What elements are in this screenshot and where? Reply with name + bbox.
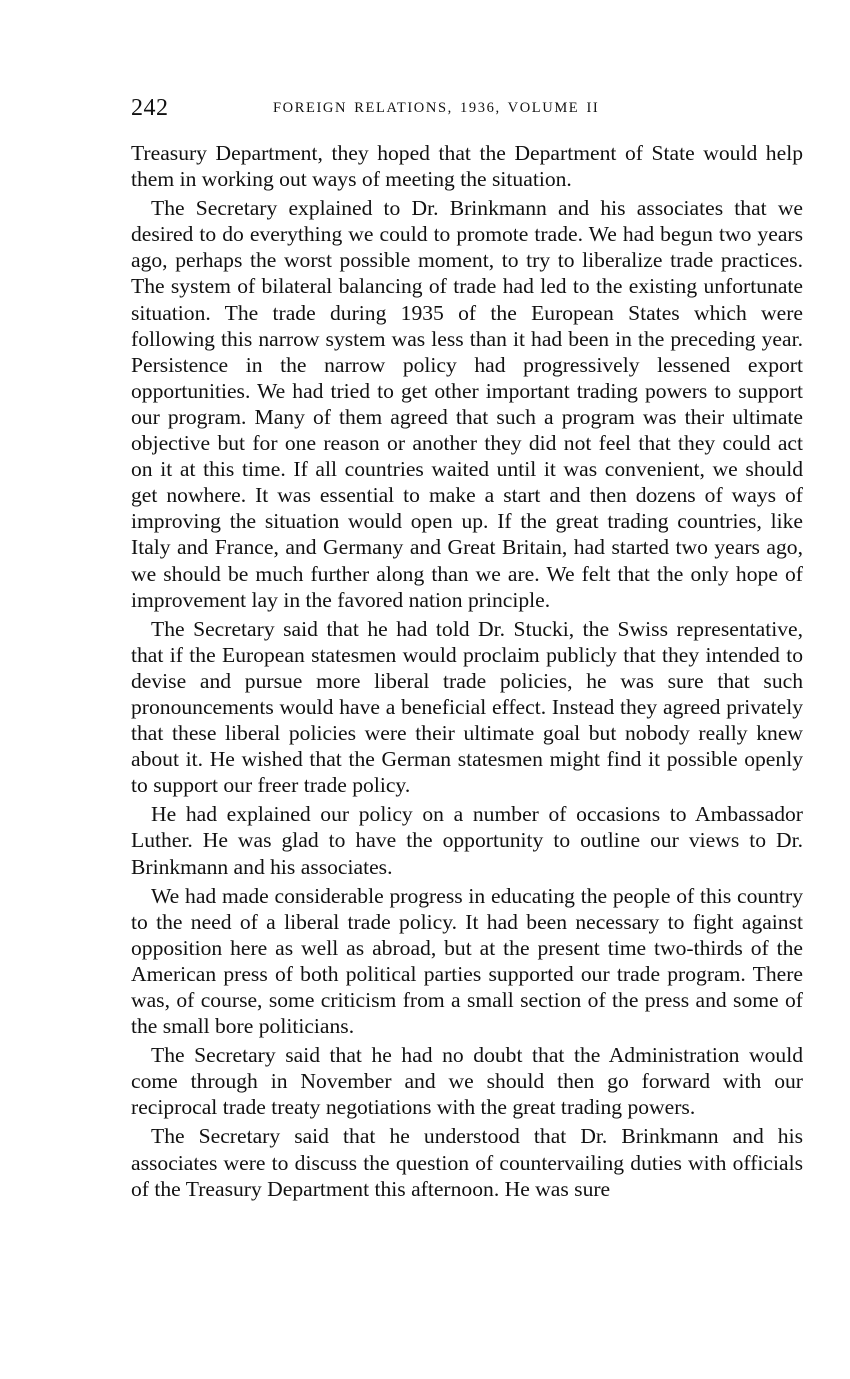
page-number: 242 xyxy=(131,95,169,121)
paragraph: The Secretary said that he had told Dr. Stucki, the Swiss representative, that if the European statesmen would proclaim publicly that they intended to devise and pursue more liberal trade policies, he was sure that such pronouncements would have a beneficial effect. Instead they agreed privately that these liberal policies were their ultimate goal but nobody really knew about it. He wished that the German statesmen might find it possible openly to support our freer trade policy. xyxy=(131,616,803,798)
paragraph: The Secretary explained to Dr. Brinkmann and his associates that we desired to do everything we could to promote trade. We had begun two years ago, perhaps the worst possible moment, to try to liberalize trade practices. The system of bilateral balancing of trade had led to the existing unfortunate situation. The trade during 1935 of the European States which were following this narrow system was less than it had been in the preceding year. Persistence in the narrow policy had progressively lessened export opportunities. We had tried to get other important trading powers to support our program. Many of them agreed that such a program was their ultimate objective but for one reason or another they did not feel that they could act on it at this time. If all countries waited until it was convenient, we should get nowhere. It was essential to make a start and then dozens of ways of improving the situation would open up. If the great trading countries, like Italy and France, and Germany and Great Britain, had started two years ago, we should be much further along than we are. We felt that the only hope of improvement lay in the favored nation principle. xyxy=(131,196,803,612)
paragraph-continuation: Treasury Department, they hoped that the Department of State would help them in working out ways of meeting the situation. xyxy=(131,141,803,192)
paragraph: The Secretary said that he understood that Dr. Brinkmann and his associates were to discuss the question of countervailing duties with officials of the Treasury Department this afternoon. He was sure xyxy=(131,1124,803,1201)
paragraph: The Secretary said that he had no doubt that the Administration would come through in November and we should then go forward with our reciprocal trade treaty negotiations with the great trading powers. xyxy=(131,1043,803,1120)
paragraph: We had made considerable progress in educating the people of this country to the need of a liberal trade policy. It had been necessary to fight against opposition here as well as abroad, but at the present time two-thirds of the American press of both political parties supported our trade program. There was, of course, some criticism from a small section of the press and some of the small bore politicians. xyxy=(131,883,803,1039)
body-text xyxy=(131,140,803,1205)
running-head xyxy=(131,95,803,121)
paragraph: He had explained our policy on a number of occasions to Ambassador Luther. He was glad to have the opportunity to outline our views to Dr. Brinkmann and his associates. xyxy=(131,802,803,879)
running-title: FOREIGN RELATIONS, 1936, VOLUME II xyxy=(273,100,600,116)
